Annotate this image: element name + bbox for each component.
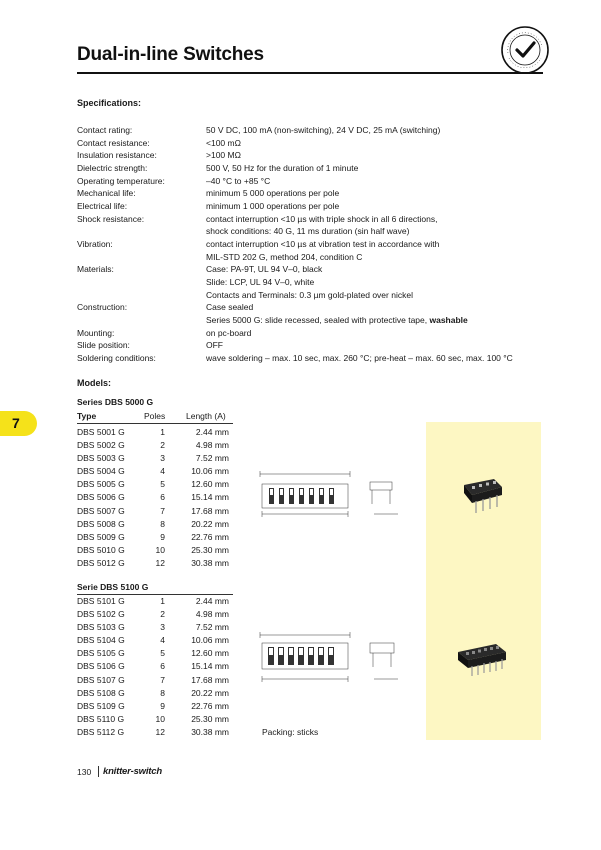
spec-value-text: Series 5000 G: slide recessed, sealed with protective tape, — [206, 314, 430, 325]
spec-value: 500 V, 50 Hz for the duration of 1 minute — [206, 162, 359, 173]
page-number: 130 — [77, 767, 92, 777]
model-poles-cell: 8 — [160, 518, 165, 529]
specifications-heading: Specifications: — [77, 98, 142, 108]
model-length-cell: 22.76 mm — [191, 700, 229, 711]
spec-value: Case sealed — [206, 302, 254, 313]
spec-row — [77, 200, 547, 213]
model-type-cell: DBS 5105 G — [77, 648, 125, 659]
column-header-poles: Poles — [144, 411, 166, 421]
model-poles-cell: 3 — [160, 622, 165, 633]
spec-label: Dielectric strength: — [77, 162, 148, 173]
spec-value: wave soldering – max. 10 sec, max. 260 °C; pre-heat – max. 60 sec, max. 100 °C — [206, 352, 513, 363]
model-type-cell: DBS 5001 G — [77, 427, 125, 437]
model-type-cell: DBS 5102 G — [77, 609, 125, 620]
model-type-cell: DBS 5004 G — [77, 466, 125, 477]
spec-label: Electrical life: — [77, 200, 128, 211]
model-length-cell: 4.98 mm — [195, 609, 229, 620]
series-5100-table — [77, 595, 237, 739]
spec-row — [77, 175, 547, 188]
spec-value: contact interruption <10 µs with triple shock in all 6 directions, — [206, 213, 438, 224]
spec-label: Mounting: — [77, 327, 115, 338]
column-header-length: Length (A) — [186, 411, 226, 421]
title-rule — [77, 72, 543, 74]
table-row — [77, 452, 237, 465]
model-poles-cell: 6 — [160, 661, 165, 672]
model-length-cell: 17.68 mm — [191, 505, 229, 516]
spec-value: 50 V DC, 100 mA (non-switching), 24 V DC, 25 mA (switching) — [206, 125, 441, 135]
table-row — [77, 478, 237, 491]
model-poles-cell: 10 — [155, 713, 165, 724]
table-row — [77, 426, 237, 439]
table-row — [77, 505, 237, 518]
table-row — [77, 634, 237, 647]
spec-value: shock conditions: 40 G, 11 ms duration (sin half wave) — [206, 226, 410, 237]
table-row — [77, 518, 237, 531]
model-length-cell: 10.06 mm — [191, 635, 229, 646]
model-length-cell: 2.44 mm — [195, 427, 229, 437]
model-length-cell: 15.14 mm — [191, 492, 229, 503]
model-type-cell: DBS 5108 G — [77, 687, 125, 698]
footer-separator — [98, 766, 99, 777]
model-length-cell: 17.68 mm — [191, 674, 229, 685]
model-length-cell: 10.06 mm — [191, 466, 229, 477]
model-poles-cell: 4 — [160, 635, 165, 646]
model-length-cell: 30.38 mm — [191, 726, 229, 737]
model-type-cell: DBS 5009 G — [77, 531, 125, 542]
specifications-list — [77, 124, 547, 364]
chapter-number: 7 — [12, 415, 20, 431]
model-type-cell: DBS 5106 G — [77, 661, 125, 672]
table-row — [77, 660, 237, 673]
model-poles-cell: 1 — [160, 596, 165, 606]
spec-row — [77, 301, 547, 326]
model-poles-cell: 10 — [155, 544, 165, 555]
spec-value: minimum 1 000 operations per pole — [206, 200, 340, 211]
series-5100-dimension-drawing — [256, 631, 416, 685]
model-type-cell: DBS 5112 G — [77, 726, 125, 737]
spec-value: on pc-board — [206, 327, 252, 338]
header-rule — [77, 423, 233, 424]
series-5100-title: Serie DBS 5100 G — [77, 582, 149, 592]
brand-logo: knitter-switch — [103, 766, 162, 777]
model-type-cell: DBS 5005 G — [77, 479, 125, 490]
model-type-cell: DBS 5006 G — [77, 492, 125, 503]
spec-row — [77, 352, 547, 365]
spec-row — [77, 137, 547, 150]
model-type-cell: DBS 5101 G — [77, 596, 125, 606]
model-length-cell: 12.60 mm — [191, 479, 229, 490]
spec-label: Soldering conditions: — [77, 352, 156, 363]
product-image-panel — [426, 422, 541, 740]
table-row — [77, 491, 237, 504]
spec-value — [206, 314, 547, 327]
model-length-cell: 25.30 mm — [191, 713, 229, 724]
spec-label: Construction: — [77, 302, 128, 313]
rohs-seal-logo — [500, 25, 550, 75]
column-header-type: Type — [77, 411, 97, 421]
table-row — [77, 439, 237, 452]
table-row — [77, 544, 237, 557]
model-type-cell: DBS 5110 G — [77, 713, 125, 724]
spec-value: –40 °C to +85 °C — [206, 175, 271, 186]
chapter-tab — [0, 411, 37, 436]
spec-value: >100 MΩ — [206, 150, 241, 161]
model-length-cell: 25.30 mm — [191, 544, 229, 555]
model-type-cell: DBS 5008 G — [77, 518, 125, 529]
model-type-cell: DBS 5109 G — [77, 700, 125, 711]
model-length-cell: 7.52 mm — [195, 453, 229, 464]
model-type-cell: DBS 5007 G — [77, 505, 125, 516]
spec-row — [77, 149, 547, 162]
spec-row — [77, 327, 547, 340]
series-5000-switch-photo — [460, 477, 506, 517]
spec-row — [77, 124, 547, 137]
model-poles-cell: 2 — [160, 609, 165, 620]
spec-label: Slide position: — [77, 340, 130, 351]
spec-label: Contact rating: — [77, 125, 133, 135]
spec-label: Shock resistance: — [77, 213, 145, 224]
table-row — [77, 531, 237, 544]
spec-label: Operating temperature: — [77, 175, 165, 186]
model-poles-cell: 2 — [160, 440, 165, 451]
spec-value: Contacts and Terminals: 0.3 µm gold-plated over nickel — [206, 289, 413, 300]
model-poles-cell: 9 — [160, 700, 165, 711]
series-5000-dimension-drawing — [256, 468, 416, 520]
spec-label: Vibration: — [77, 238, 113, 249]
model-poles-cell: 7 — [160, 505, 165, 516]
table-row — [77, 608, 237, 621]
model-poles-cell: 12 — [155, 726, 165, 737]
spec-value: minimum 5 000 operations per pole — [206, 188, 340, 199]
model-poles-cell: 3 — [160, 453, 165, 464]
spec-value: Case: PA-9T, UL 94 V–0, black — [206, 264, 323, 275]
table-row — [77, 674, 237, 687]
model-poles-cell: 5 — [160, 479, 165, 490]
table-row — [77, 557, 237, 570]
model-length-cell: 15.14 mm — [191, 661, 229, 672]
spec-label: Insulation resistance: — [77, 150, 157, 161]
spec-row — [77, 238, 547, 263]
spec-label: Contact resistance: — [77, 137, 150, 148]
spec-value: <100 mΩ — [206, 137, 241, 148]
spec-label: Materials: — [77, 264, 114, 275]
spec-value: contact interruption <10 µs at vibration test in accordance with — [206, 238, 440, 249]
spec-row — [77, 187, 547, 200]
model-length-cell: 2.44 mm — [195, 596, 229, 606]
model-poles-cell: 9 — [160, 531, 165, 542]
model-type-cell: DBS 5003 G — [77, 453, 125, 464]
spec-row — [77, 263, 547, 301]
table-row — [77, 726, 237, 739]
model-length-cell: 20.22 mm — [191, 518, 229, 529]
model-type-cell: DBS 5103 G — [77, 622, 125, 633]
model-length-cell: 12.60 mm — [191, 648, 229, 659]
model-length-cell: 4.98 mm — [195, 440, 229, 451]
model-type-cell: DBS 5104 G — [77, 635, 125, 646]
spec-row — [77, 213, 547, 238]
spec-row — [77, 339, 547, 352]
table-row — [77, 621, 237, 634]
model-poles-cell: 6 — [160, 492, 165, 503]
model-poles-cell: 8 — [160, 687, 165, 698]
spec-value: Slide: LCP, UL 94 V–0, white — [206, 276, 315, 287]
table-row — [77, 647, 237, 660]
series-5100-switch-photo — [454, 640, 510, 682]
packing-note: Packing: sticks — [262, 727, 319, 737]
model-poles-cell: 1 — [160, 427, 165, 437]
model-poles-cell: 4 — [160, 466, 165, 477]
model-poles-cell: 5 — [160, 648, 165, 659]
washable-emphasis: washable — [429, 314, 468, 325]
series-5000-table — [77, 426, 237, 570]
page-title: Dual-in-line Switches — [77, 44, 264, 65]
model-type-cell: DBS 5107 G — [77, 674, 125, 685]
table-row — [77, 465, 237, 478]
model-type-cell: DBS 5010 G — [77, 544, 125, 555]
model-poles-cell: 7 — [160, 674, 165, 685]
series-5000-title: Series DBS 5000 G — [77, 397, 154, 407]
table-row — [77, 700, 237, 713]
spec-label: Mechanical life: — [77, 188, 136, 199]
models-heading: Models: — [77, 378, 112, 388]
model-length-cell: 22.76 mm — [191, 531, 229, 542]
table-row — [77, 713, 237, 726]
model-length-cell: 7.52 mm — [195, 622, 229, 633]
model-type-cell: DBS 5002 G — [77, 440, 125, 451]
table-row — [77, 595, 237, 608]
model-length-cell: 20.22 mm — [191, 687, 229, 698]
table-row — [77, 687, 237, 700]
model-type-cell: DBS 5012 G — [77, 557, 125, 568]
spec-value: OFF — [206, 340, 223, 351]
model-length-cell: 30.38 mm — [191, 557, 229, 568]
model-poles-cell: 12 — [155, 557, 165, 568]
spec-row — [77, 162, 547, 175]
spec-value: MIL-STD 202 G, method 204, condition C — [206, 251, 363, 262]
